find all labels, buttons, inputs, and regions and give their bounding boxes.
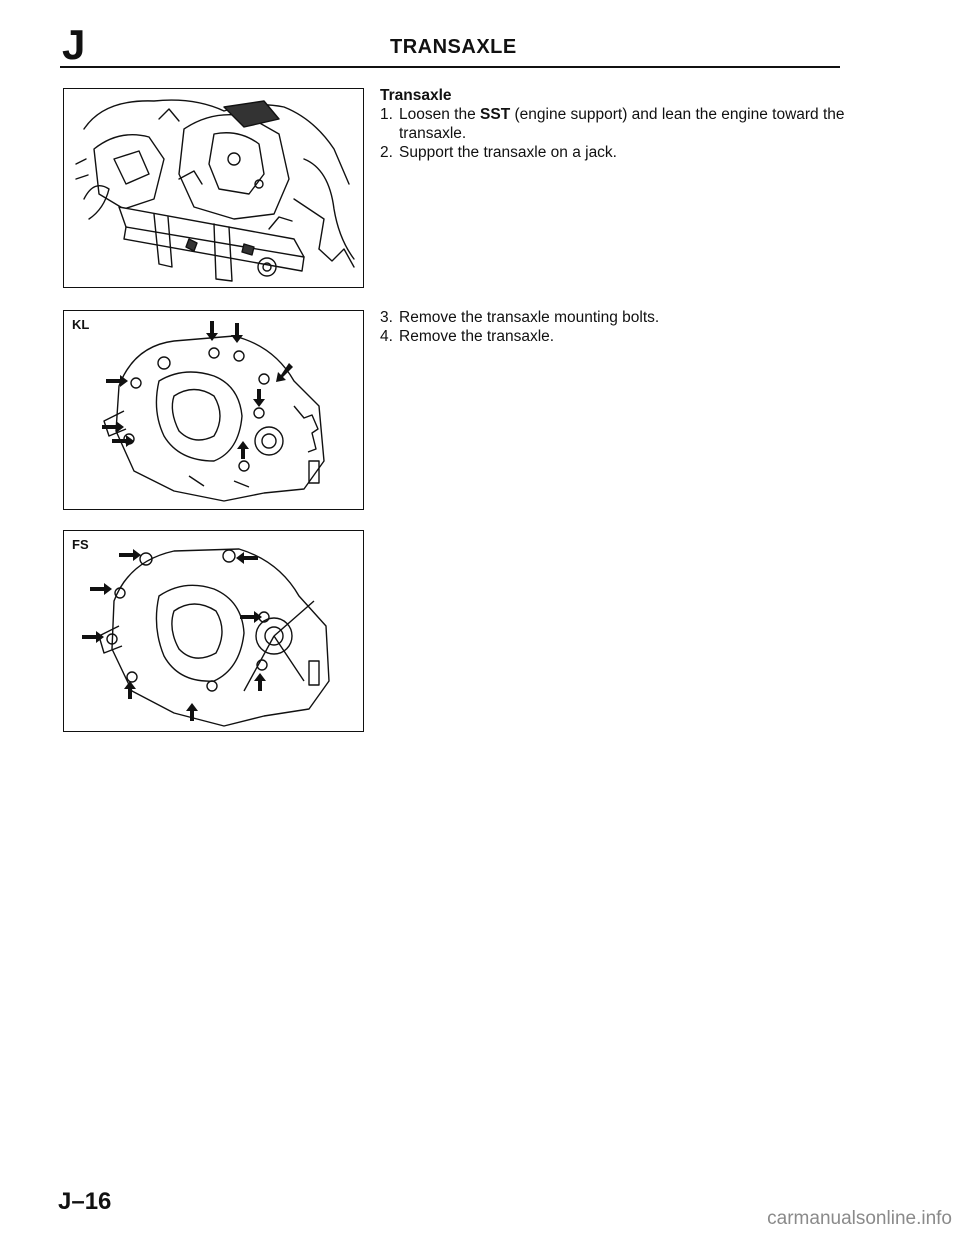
step-number: 4. <box>380 328 393 345</box>
figure-label-kl: KL <box>72 317 90 332</box>
engine-support-transaxle-illustration <box>64 89 362 286</box>
step-text: Remove the transaxle mounting bolts. <box>399 309 660 326</box>
figure-label-fs: FS <box>72 537 89 552</box>
page-number: J–16 <box>58 1188 112 1215</box>
step-3 <box>380 308 850 327</box>
page-title: TRANSAXLE <box>390 36 517 58</box>
fs-transaxle-bolts-illustration <box>64 531 362 730</box>
step-number: 3. <box>380 309 393 326</box>
step-4 <box>380 327 850 346</box>
figure-kl <box>63 310 364 510</box>
step-number: 1. <box>380 106 393 123</box>
kl-transaxle-bolts-illustration <box>64 311 362 508</box>
watermark: carmanualsonline.info <box>767 1208 952 1229</box>
sst-term: SST <box>480 106 511 123</box>
procedure-heading: Transaxle <box>380 87 452 104</box>
header-rule <box>60 66 840 68</box>
step-text: Support the transaxle on a jack. <box>399 144 617 161</box>
procedure-block-2 <box>380 308 850 346</box>
procedure-block-1 <box>380 86 850 162</box>
step-1 <box>380 105 850 143</box>
step-text: Remove the transaxle. <box>399 328 555 345</box>
section-letter: J <box>62 21 86 68</box>
figure-fs <box>63 530 364 732</box>
step-text: (engine support) and lean the engine toward the transaxle. <box>399 106 845 142</box>
step-number: 2. <box>380 144 393 161</box>
step-2 <box>380 143 850 162</box>
step-text: Loosen the <box>399 106 481 123</box>
figure-engine-support <box>63 88 364 288</box>
